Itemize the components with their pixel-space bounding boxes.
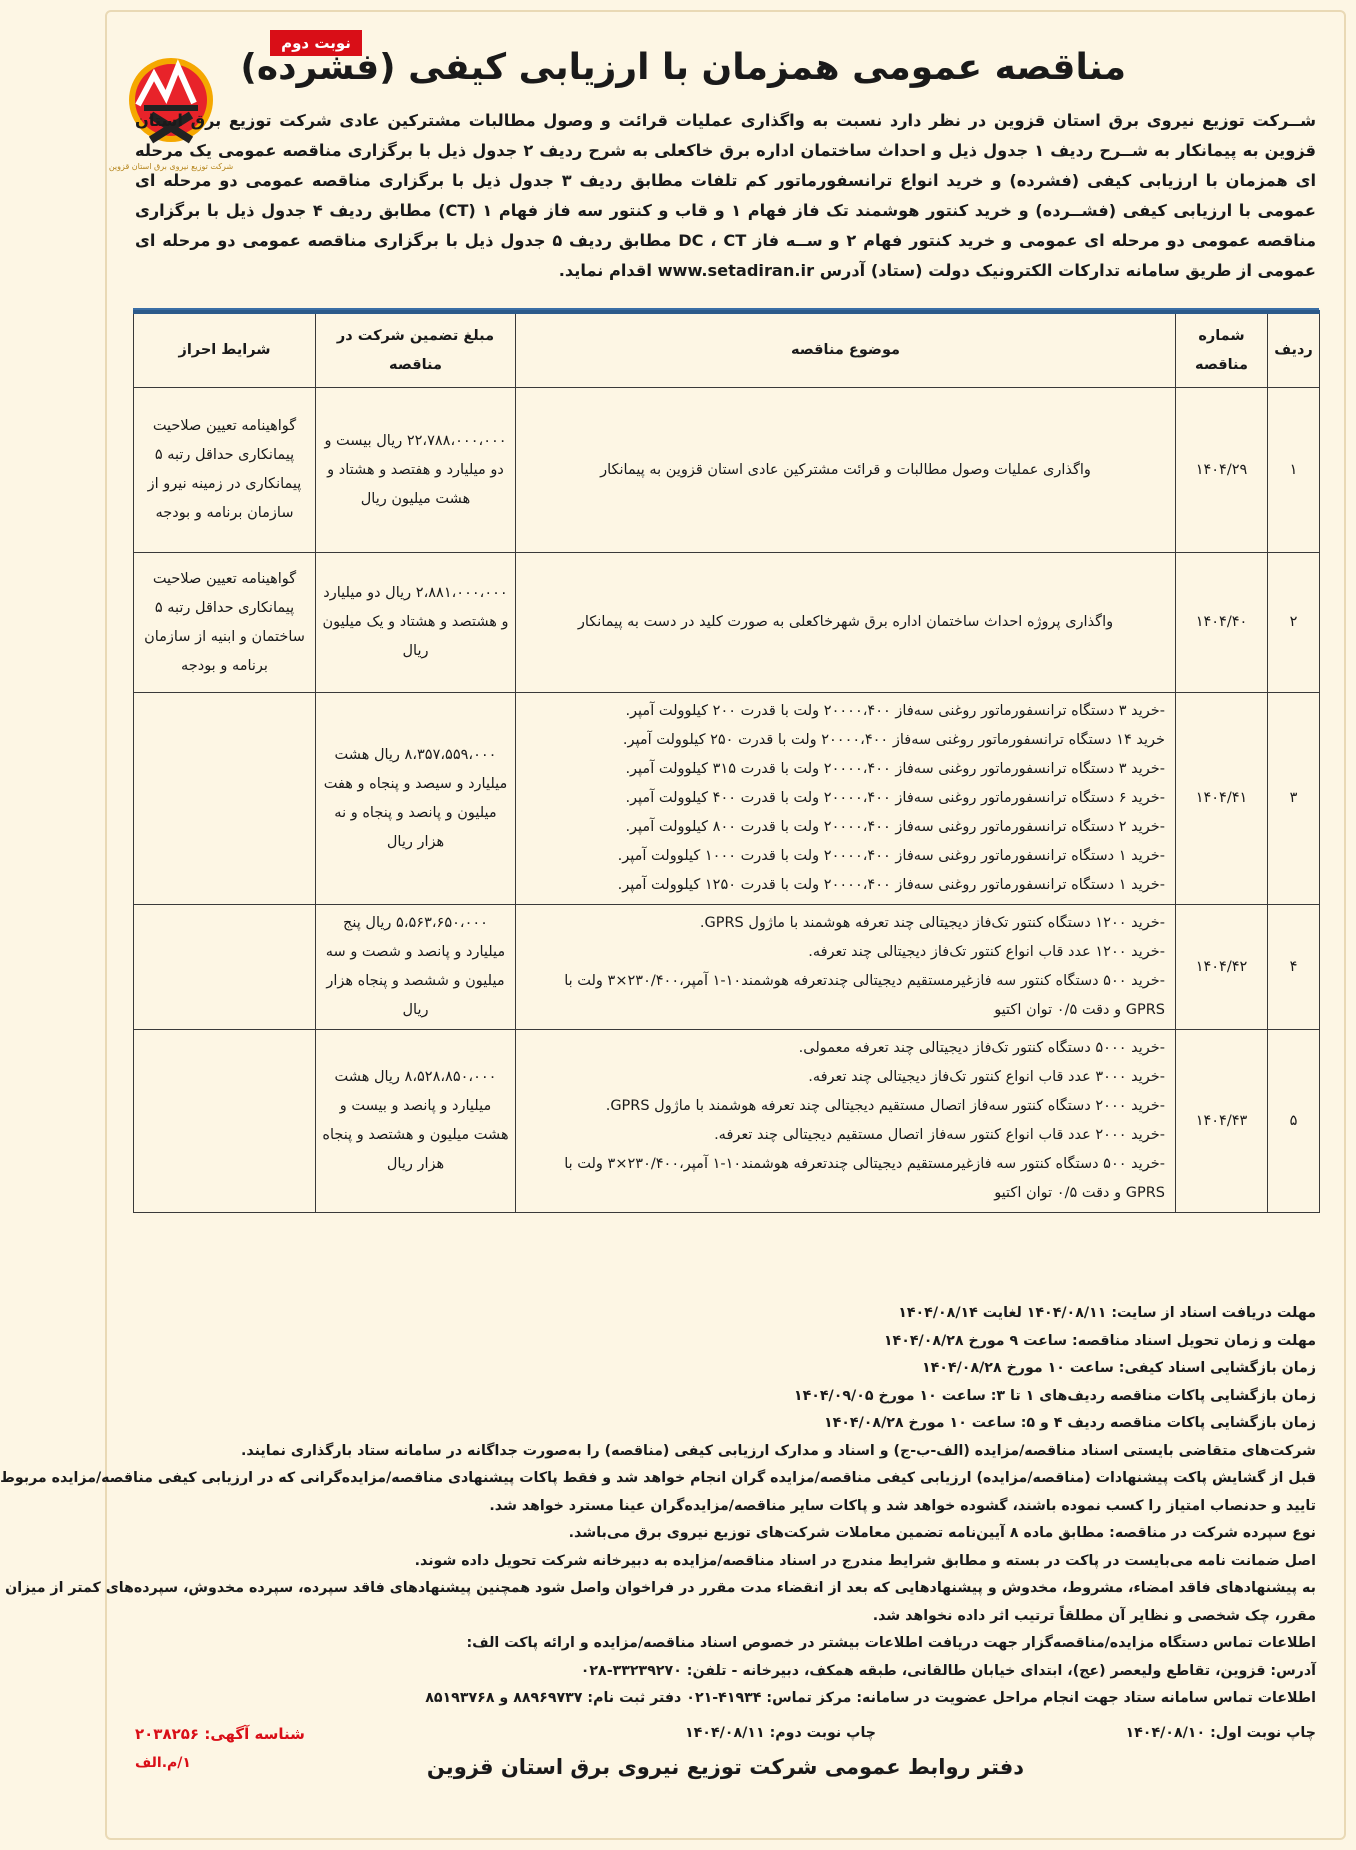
note-line: آدرس: قزوین، تقاطع ولیعصر (عج)، ابتدای خیابان طالقانی، طبقه همکف، دبیرخانه - تلفن: ۳۳۲۳۹۲۷۰-۰۲۸ (580, 1662, 1316, 1679)
cell-guarantee: ۵،۵۶۳،۶۵۰،۰۰۰ ریال پنج میلیارد و پانصد و شصت و سه میلیون و ششصد و پنجاه هزار ریال (316, 905, 516, 1030)
cell-row-number: ۴ (1268, 905, 1320, 1030)
cell-tender-number: ۱۴۰۴/۴۰ (1176, 553, 1268, 693)
table-row (134, 693, 1320, 905)
note-line: شرکت‌های متقاضی بایستی اسناد مناقصه/مزایده (الف-ب-ج) و اسناد و مدارک ارزیابی کیفی (مناقصه) را به‌صورت جداگانه در سامانه ستاد بارگذاری نمایند. (241, 1442, 1316, 1459)
topic-line: خرید ۱۴ دستگاه ترانسفورماتور روغنی سه‌فاز ۲۰۰۰۰،۴۰۰ ولت با قدرت ۲۵۰ کیلوولت آمپر. (622, 732, 1165, 748)
note-line: به پیشنهادهای فاقد امضاء، مشروط، مخدوش و پیشنهادهایی که بعد از انقضاء مدت مقرر در فراخوان واصل شود همچنین پیشنهادهای فاقد سپرده، سپرده مخدوش، سپرده‌های کمتر از میزان (5, 1580, 1316, 1596)
topic-line: -خرید ۵۰۰ دستگاه کنتور سه فازغیرمستقیم دیجیتالی چندتعرفه هوشمند۱۰-۱ آمپر،۲۳۰/۴۰۰×۳ ولت با GPRS و دقت ۰/۵ توان اکتیو (564, 973, 1165, 1018)
cell-topic: واگذاری پروژه احداث ساختمان اداره برق شهرخاکعلی به صورت کلید در دست به پیمانکار (516, 553, 1176, 693)
cell-tender-number: ۱۴۰۴/۴۱ (1176, 693, 1268, 905)
header-guarantee: مبلغ تضمین شرکت در مناقصه (316, 312, 516, 388)
cell-topic: واگذاری عملیات وصول مطالبات و قرائت مشترکین عادی استان قزوین به پیمانکار (516, 388, 1176, 553)
cell-topic (516, 1030, 1176, 1213)
note-line: نوع سپرده شرکت در مناقصه: مطابق ماده ۸ آیین‌نامه تضمین معاملات شرکت‌های توزیع نیروی برق می‌باشد. (568, 1525, 1316, 1541)
topic-line: -خرید ۲۰۰۰ عدد قاب انواع کنتور سه‌فاز اتصال مستقیم دیجیتالی چند تعرفه. (714, 1127, 1165, 1143)
topic-line: -خرید ۳۰۰۰ عدد قاب انواع کنتور تک‌فاز دیجیتالی چند تعرفه. (808, 1069, 1165, 1085)
note-line: مهلت و زمان تحویل اسناد مناقصه: ساعت ۹ مورخ ۱۴۰۴/۰۸/۲۸ (883, 1332, 1316, 1349)
table-row (134, 905, 1320, 1030)
cell-conditions (134, 1030, 316, 1213)
ad-id: شناسه آگهی: ۲۰۳۸۲۵۶ (135, 1725, 305, 1743)
cell-guarantee: ۲۲،۷۸۸،۰۰۰،۰۰۰ ریال بیست و دو میلیارد و هفتصد و هشتاد و هشت میلیون ریال (316, 388, 516, 553)
cell-topic (516, 693, 1176, 905)
cell-row-number: ۳ (1268, 693, 1320, 905)
cell-tender-number: ۱۴۰۴/۲۹ (1176, 388, 1268, 553)
topic-line: -خرید ۱۲۰۰ دستگاه کنتور تک‌فاز دیجیتالی چند تعرفه هوشمند با ماژول GPRS. (699, 915, 1165, 931)
topic-line: -خرید ۱ دستگاه ترانسفورماتور روغنی سه‌فاز ۲۰۰۰۰،۴۰۰ ولت با قدرت ۱۰۰۰ کیلوولت آمپر. (617, 848, 1165, 864)
topic-line: -خرید ۱۲۰۰ عدد قاب انواع کنتور تک‌فاز دیجیتالی چند تعرفه. (808, 944, 1165, 960)
cell-guarantee: ۲،۸۸۱،۰۰۰،۰۰۰ ریال دو میلیارد و هشتصد و هشتاد و یک میلیون ریال (316, 553, 516, 693)
table-header-row (134, 312, 1320, 388)
header-topic: موضوع مناقصه (516, 312, 1176, 388)
tender-table (133, 310, 1320, 1213)
cell-guarantee: ۸،۳۵۷،۵۵۹،۰۰۰ ریال هشت میلیارد و سیصد و پنجاه و هفت میلیون و پانصد و پنجاه و نه هزار ریال (316, 693, 516, 905)
cell-tender-number: ۱۴۰۴/۴۳ (1176, 1030, 1268, 1213)
topic-line: -خرید ۵۰۰۰ دستگاه کنتور تک‌فاز دیجیتالی چند تعرفه معمولی. (798, 1040, 1165, 1056)
notes-section (0, 1300, 1316, 1713)
print-second-date: چاپ نوبت دوم: ۱۴۰۴/۰۸/۱۱ (684, 1725, 876, 1741)
note-line: زمان بازگشایی اسناد کیفی: ساعت ۱۰ مورخ ۱۴۰۴/۰۸/۲۸ (921, 1360, 1316, 1376)
topic-line: -خرید ۶ دستگاه ترانسفورماتور روغنی سه‌فاز ۲۰۰۰۰،۴۰۰ ولت با قدرت ۴۰۰ کیلوولت آمپر. (625, 790, 1165, 806)
topic-line: -خرید ۳ دستگاه ترانسفورماتور روغنی سه‌فاز ۲۰۰۰۰،۴۰۰ ولت با قدرت ۳۱۵ کیلوولت آمپر. (625, 761, 1165, 777)
header-tender-number: شماره مناقصه (1176, 312, 1268, 388)
cell-row-number: ۲ (1268, 553, 1320, 693)
edition-badge: نوبت دوم (270, 30, 362, 56)
note-line: زمان بازگشایی پاکات مناقصه ردیف‌های ۱ تا ۳: ساعت ۱۰ مورخ ۱۴۰۴/۰۹/۰۵ (793, 1387, 1316, 1404)
cell-row-number: ۱ (1268, 388, 1320, 553)
intro-paragraph: شــرکت توزیع نیروی برق استان قزوین در نظر دارد نسبت به واگذاری عملیات قرائت و وصول مطالبات مشترکین عادی شرکت توزیع برق استان قزوین به پیمانکار به شــرح ردیف ۱ جدول ذیل و احداث ساختمان اداره برق خاکعلی به شرح ردیف ۲ جدول ذیل با برگزاری مناقصه عمومی یک مرحله ای همزمان با ارزیابی کیفی (فشرده) و خرید انواع ترانسفورماتور کم تلفات مطابق ردیف ۳ جدول ذیل با برگزاری مناقصه عمومی دو مرحله ای عمومی با ارزیابی کیفی (فشــرده) و خرید کنتور هوشمند تک فاز فهام ۱ و قاب و کنتور سه فاز فهام ۱ (CT) مطابق ردیف ۴ جدول ذیل با برگزاری مناقصه عمومی دو مرحله ای عمومی و خرید کنتور فهام ۲ و ســه فاز DC ، CT مطابق ردیف ۵ جدول ذیل با برگزاری مناقصه عمومی دو مرحله ای عمومی از طریق سامانه تدارکات الکترونیک دولت (ستاد) آدرس www.setadiran.ir اقدام نماید. (135, 111, 1317, 280)
cell-conditions: گواهینامه تعیین صلاحیت پیمانکاری حداقل رتبه ۵ ساختمان و ابنیه از سازمان برنامه و بودجه (134, 553, 316, 693)
header-row-number: ردیف (1268, 312, 1320, 388)
cell-tender-number: ۱۴۰۴/۴۲ (1176, 905, 1268, 1030)
note-line: اطلاعات تماس سامانه ستاد جهت انجام مراحل عضویت در سامانه: مرکز تماس: ۴۱۹۳۴-۰۲۱ دفتر ثبت نام: ۸۸۹۶۹۷۳۷ و ۸۵۱۹۳۷۶۸ (425, 1690, 1316, 1706)
topic-line: -خرید ۱ دستگاه ترانسفورماتور روغنی سه‌فاز ۲۰۰۰۰،۴۰۰ ولت با قدرت ۱۲۵۰ کیلوولت آمپر. (617, 877, 1165, 893)
table-row (134, 1030, 1320, 1213)
table-row (134, 388, 1320, 553)
header-conditions: شرایط احراز (134, 312, 316, 388)
topic-line: -خرید ۵۰۰ دستگاه کنتور سه فازغیرمستقیم دیجیتالی چندتعرفه هوشمند۱۰-۱ آمپر،۲۳۰/۴۰۰×۳ ولت با GPRS و دقت ۰/۵ توان اکتیو (564, 1156, 1165, 1201)
page-title: مناقصه عمومی همزمان با ارزیابی کیفی (فشرده) (240, 47, 1126, 88)
topic-line: -خرید ۲ دستگاه ترانسفورماتور روغنی سه‌فاز ۲۰۰۰۰،۴۰۰ ولت با قدرت ۸۰۰ کیلوولت آمپر. (625, 819, 1165, 835)
logo-caption: شرکت توزیع نیروی برق استان قزوین (108, 162, 234, 171)
topic-line: -خرید ۳ دستگاه ترانسفورماتور روغنی سه‌فاز ۲۰۰۰۰،۴۰۰ ولت با قدرت ۲۰۰ کیلوولت آمپر. (625, 703, 1165, 719)
print-first-date: چاپ نوبت اول: ۱۴۰۴/۰۸/۱۰ (1125, 1725, 1316, 1741)
table-row (134, 553, 1320, 693)
note-line: تایید و حدنصاب امتیاز را کسب نموده باشند، گشوده خواهد شد و پاکات سایر مناقصه/مزایده‌گران عینا مسترد خواهد شد. (489, 1497, 1316, 1514)
note-line: مقرر، چک شخصی و نظایر آن مطلقاً ترتیب اثر داده نخواهد شد. (872, 1607, 1316, 1624)
cell-topic (516, 905, 1176, 1030)
cell-guarantee: ۸،۵۲۸،۸۵۰،۰۰۰ ریال هشت میلیارد و پانصد و بیست و هشت میلیون و هشتصد و پنجاه هزار ریال (316, 1030, 516, 1213)
cell-row-number: ۵ (1268, 1030, 1320, 1213)
note-line: اطلاعات تماس دستگاه مزایده/مناقصه‌گزار جهت دریافت اطلاعات بیشتر در خصوص اسناد مناقصه/مزایده و ارائه پاکت الف: (466, 1635, 1316, 1651)
cell-conditions (134, 905, 316, 1030)
note-line: زمان بازگشایی پاکات مناقصه ردیف ۴ و ۵: ساعت ۱۰ مورخ ۱۴۰۴/۰۸/۲۸ (823, 1415, 1316, 1431)
note-line: مهلت دریافت اسناد از سایت: ۱۴۰۴/۰۸/۱۱ لغایت ۱۴۰۴/۰۸/۱۴ (898, 1305, 1316, 1321)
ad-sub-code: ۱/م.الف (135, 1755, 191, 1771)
cell-conditions: گواهینامه تعیین صلاحیت پیمانکاری حداقل رتبه ۵ پیمانکاری در زمینه نیرو از سازمان برنامه و بودجه (134, 388, 316, 553)
cell-conditions (134, 693, 316, 905)
signature: دفتر روابط عمومی شرکت توزیع نیروی برق استان قزوین (426, 1755, 1025, 1779)
note-line: قبل از گشایش پاکت پیشنهادات (مناقصه/مزایده) ارزیابی کیفی مناقصه/مزایده گران انجام خواهد شد و فقط پاکات پیشنهادی مناقصه/مزایده‌گرانی که در ارزیابی کیفی مناقصه/مزایده مربوط (0, 1470, 1316, 1486)
topic-line: -خرید ۲۰۰۰ دستگاه کنتور سه‌فاز اتصال مستقیم دیجیتالی چند تعرفه هوشمند با ماژول GPRS. (605, 1098, 1165, 1114)
note-line: اصل ضمانت نامه می‌بایست در پاکت در بسته و مطابق شرایط مندرج در اسناد مناقصه/مزایده به دبیرخانه شرکت تحویل داده شوند. (414, 1552, 1316, 1569)
